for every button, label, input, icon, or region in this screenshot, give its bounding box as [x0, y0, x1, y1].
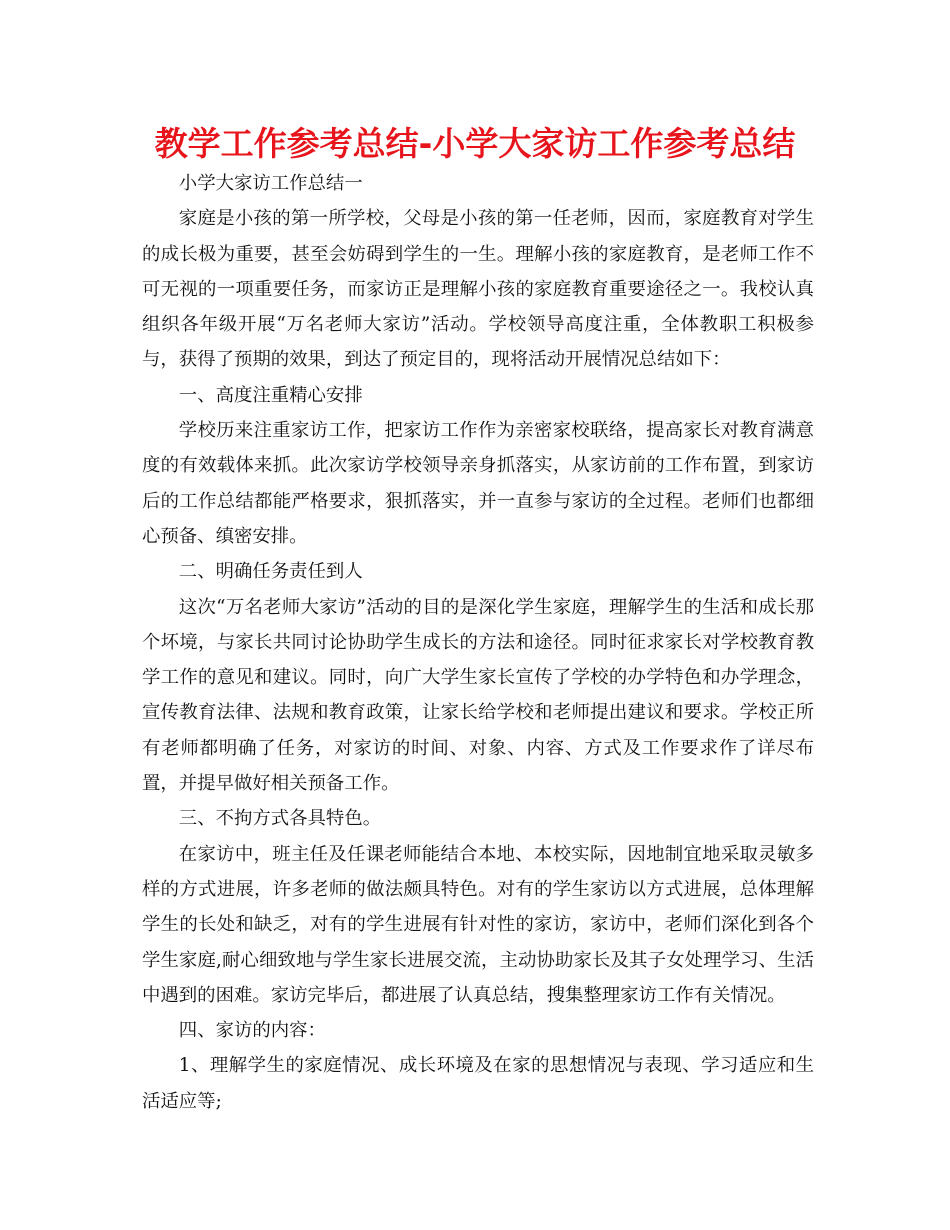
section-heading-2: 二、明确任务责任到人 [178, 561, 363, 583]
section-heading-1: 一、高度注重精心安排 [178, 384, 363, 406]
intro-paragraph: 家庭是小孩的第一所学校，父母是小孩的第一任老师，因而，家庭教育对学生的成长极为重要，甚至会妨碍到学生的一生。理解小孩的家庭教育，是老师工作不可无视的一项重要任务，而家访正是理解小孩的家庭教育重要途径之一。我校认真组织各年级开展“万名老师大家访”活动。学校领导高度注重，全体教职工积极参与，获得了预期的效果，到达了预定目的，现将活动开展情况总结如下： [142, 208, 814, 371]
document-body [142, 166, 814, 1119]
section-4-item-1: 1、理解学生的家庭情况、成长环境及在家的思想情况与表现、学习适应和生活适应等; [142, 1055, 814, 1112]
section-heading-4: 四、家访的内容： [178, 1020, 326, 1042]
section-1-paragraph: 学校历来注重家访工作，把家访工作作为亲密家校联络，提高家长对教育满意度的有效载体来抓。此次家访学校领导亲身抓落实，从家访前的工作布置，到家访后的工作总结都能严格要求，狠抓落实，并一直参与家访的全过程。老师们也都细心预备、缜密安排。 [142, 420, 814, 547]
section-heading-3: 三、不拘方式各具特色。 [178, 808, 382, 830]
section-2-paragraph: 这次“万名老师大家访”活动的目的是深化学生家庭，理解学生的生活和成长那个坏境，与家长共同讨论协助学生成长的方法和途径。同时征求家长对学校教育教学工作的意见和建议。同时，向广大学生家长宣传了学校的办学特色和办学理念，宣传教育法律、法规和教育政策，让家长给学校和老师提出建议和要求。学校正所有老师都明确了任务，对家访的时间、对象、内容、方式及工作要求作了详尽布置，并提早做好相关预备工作。 [142, 596, 814, 795]
document-title: 教学工作参考总结-小学大家访工作参考总结 [154, 124, 796, 163]
section-3-paragraph: 在家访中，班主任及任课老师能结合本地、本校实际，因地制宜地采取灵敏多样的方式进展，许多老师的做法颇具特色。对有的学生家访以方式进展，总体理解学生的长处和缺乏，对有的学生进展有针对性的家访，家访中，老师们深化到各个学生家庭,耐心细致地与学生家长进展交流，主动协助家长及其子女处理学习、生活中遇到的困难。家访完毕后，都进展了认真总结，搜集整理家访工作有关情况。 [142, 843, 814, 1006]
section-subtitle: 小学大家访工作总结一 [178, 173, 363, 194]
